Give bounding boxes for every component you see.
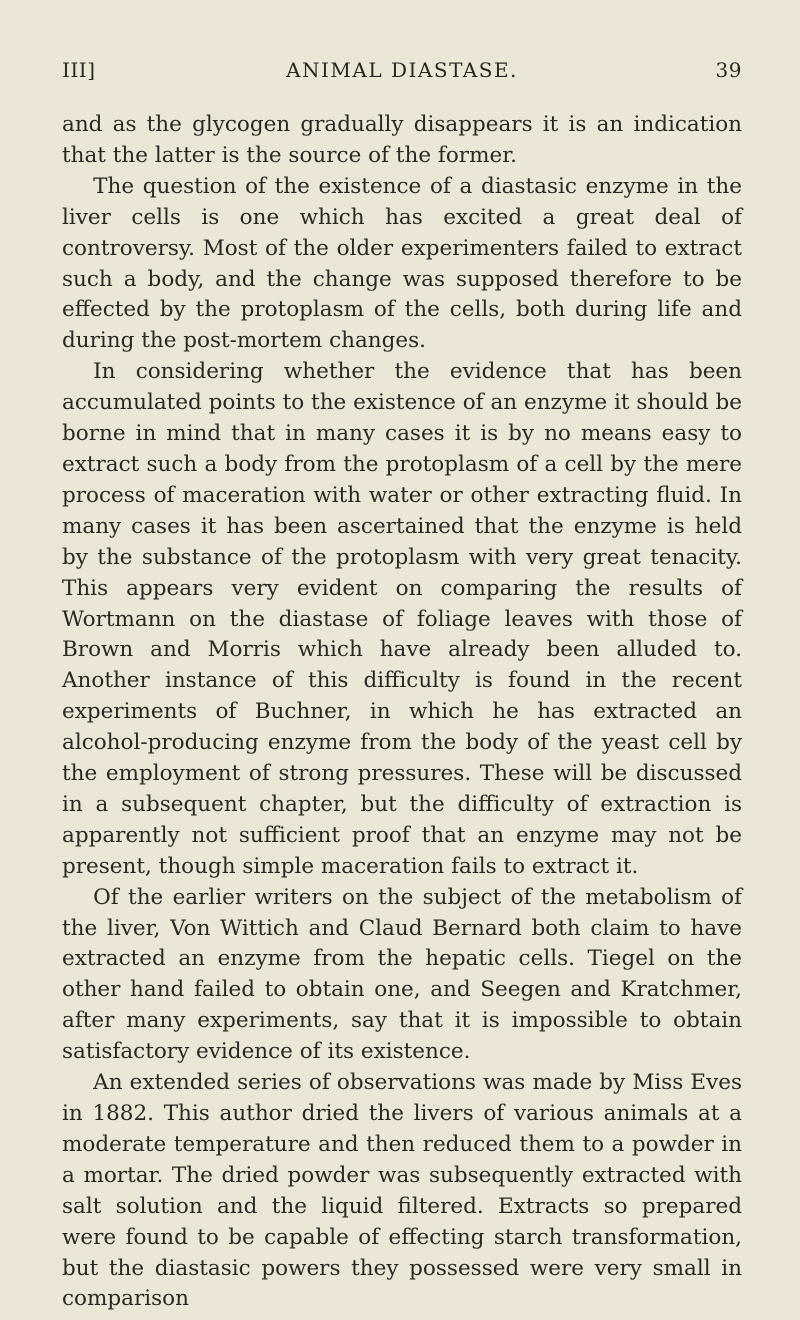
paragraph-continued: and as the glycogen gradually disappears it is an indication that the latter is the source of the former.	[62, 112, 742, 168]
paragraph: An extended series of observations was made by Miss Eves in 1882. This author dried the livers of various animals at a moderate temperature and then reduced them to a powder in a mortar. The dried powder was subsequently extracted with salt solution and the liquid filtered. Extracts so prepared were found to be capable of effecting starch transformation, but the diastasic powers they possessed were very small in comparison	[62, 1070, 742, 1312]
paragraph: Of the earlier writers on the subject of the metabolism of the liver, Von Wittich and Claud Bernard both claim to have extracted an enzyme from the hepatic cells. Tiegel on the other hand failed to obtain one, and Seegen and Kratchmer, after many experiments, say that it is impossible to obtain satisfactory evidence of its existence.	[62, 884, 742, 1065]
running-header	[62, 58, 742, 88]
paragraph: The question of the existence of a diastasic enzyme in the liver cells is one which has excited a great deal of controversy. Most of the older experimenters failed to extract such a body, and the change was supposed therefore to be effected by the protoplasm of the cells, both during life and during the post-mortem changes.	[62, 173, 742, 354]
body-text	[62, 110, 742, 1315]
page-number: 39	[715, 58, 742, 82]
chapter-number: III]	[62, 58, 96, 82]
running-title: ANIMAL DIASTASE.	[286, 58, 518, 82]
paragraph: In considering whether the evidence that has been accumulated points to the existence of an enzyme it should be borne in mind that in many cases it is by no means easy to extract such a body from the protoplasm of a cell by the mere process of maceration with water or other extracting fluid. In many cases it has been ascertained that the enzyme is held by the substance of the protoplasm with very great tenacity. This appears very evident on comparing the results of Wortmann on the diastase of foliage leaves with those of Brown and Morris which have already been alluded to. Another instance of this difficulty is found in the recent experiments of Buchner, in which he has extracted an alcohol-producing enzyme from the body of the yeast cell by the employment of strong pressures. These will be discussed in a subsequent chapter, but the difficulty of extraction is apparently not sufficient proof that an enzyme may not be present, though simple maceration fails to extract it.	[62, 359, 742, 879]
